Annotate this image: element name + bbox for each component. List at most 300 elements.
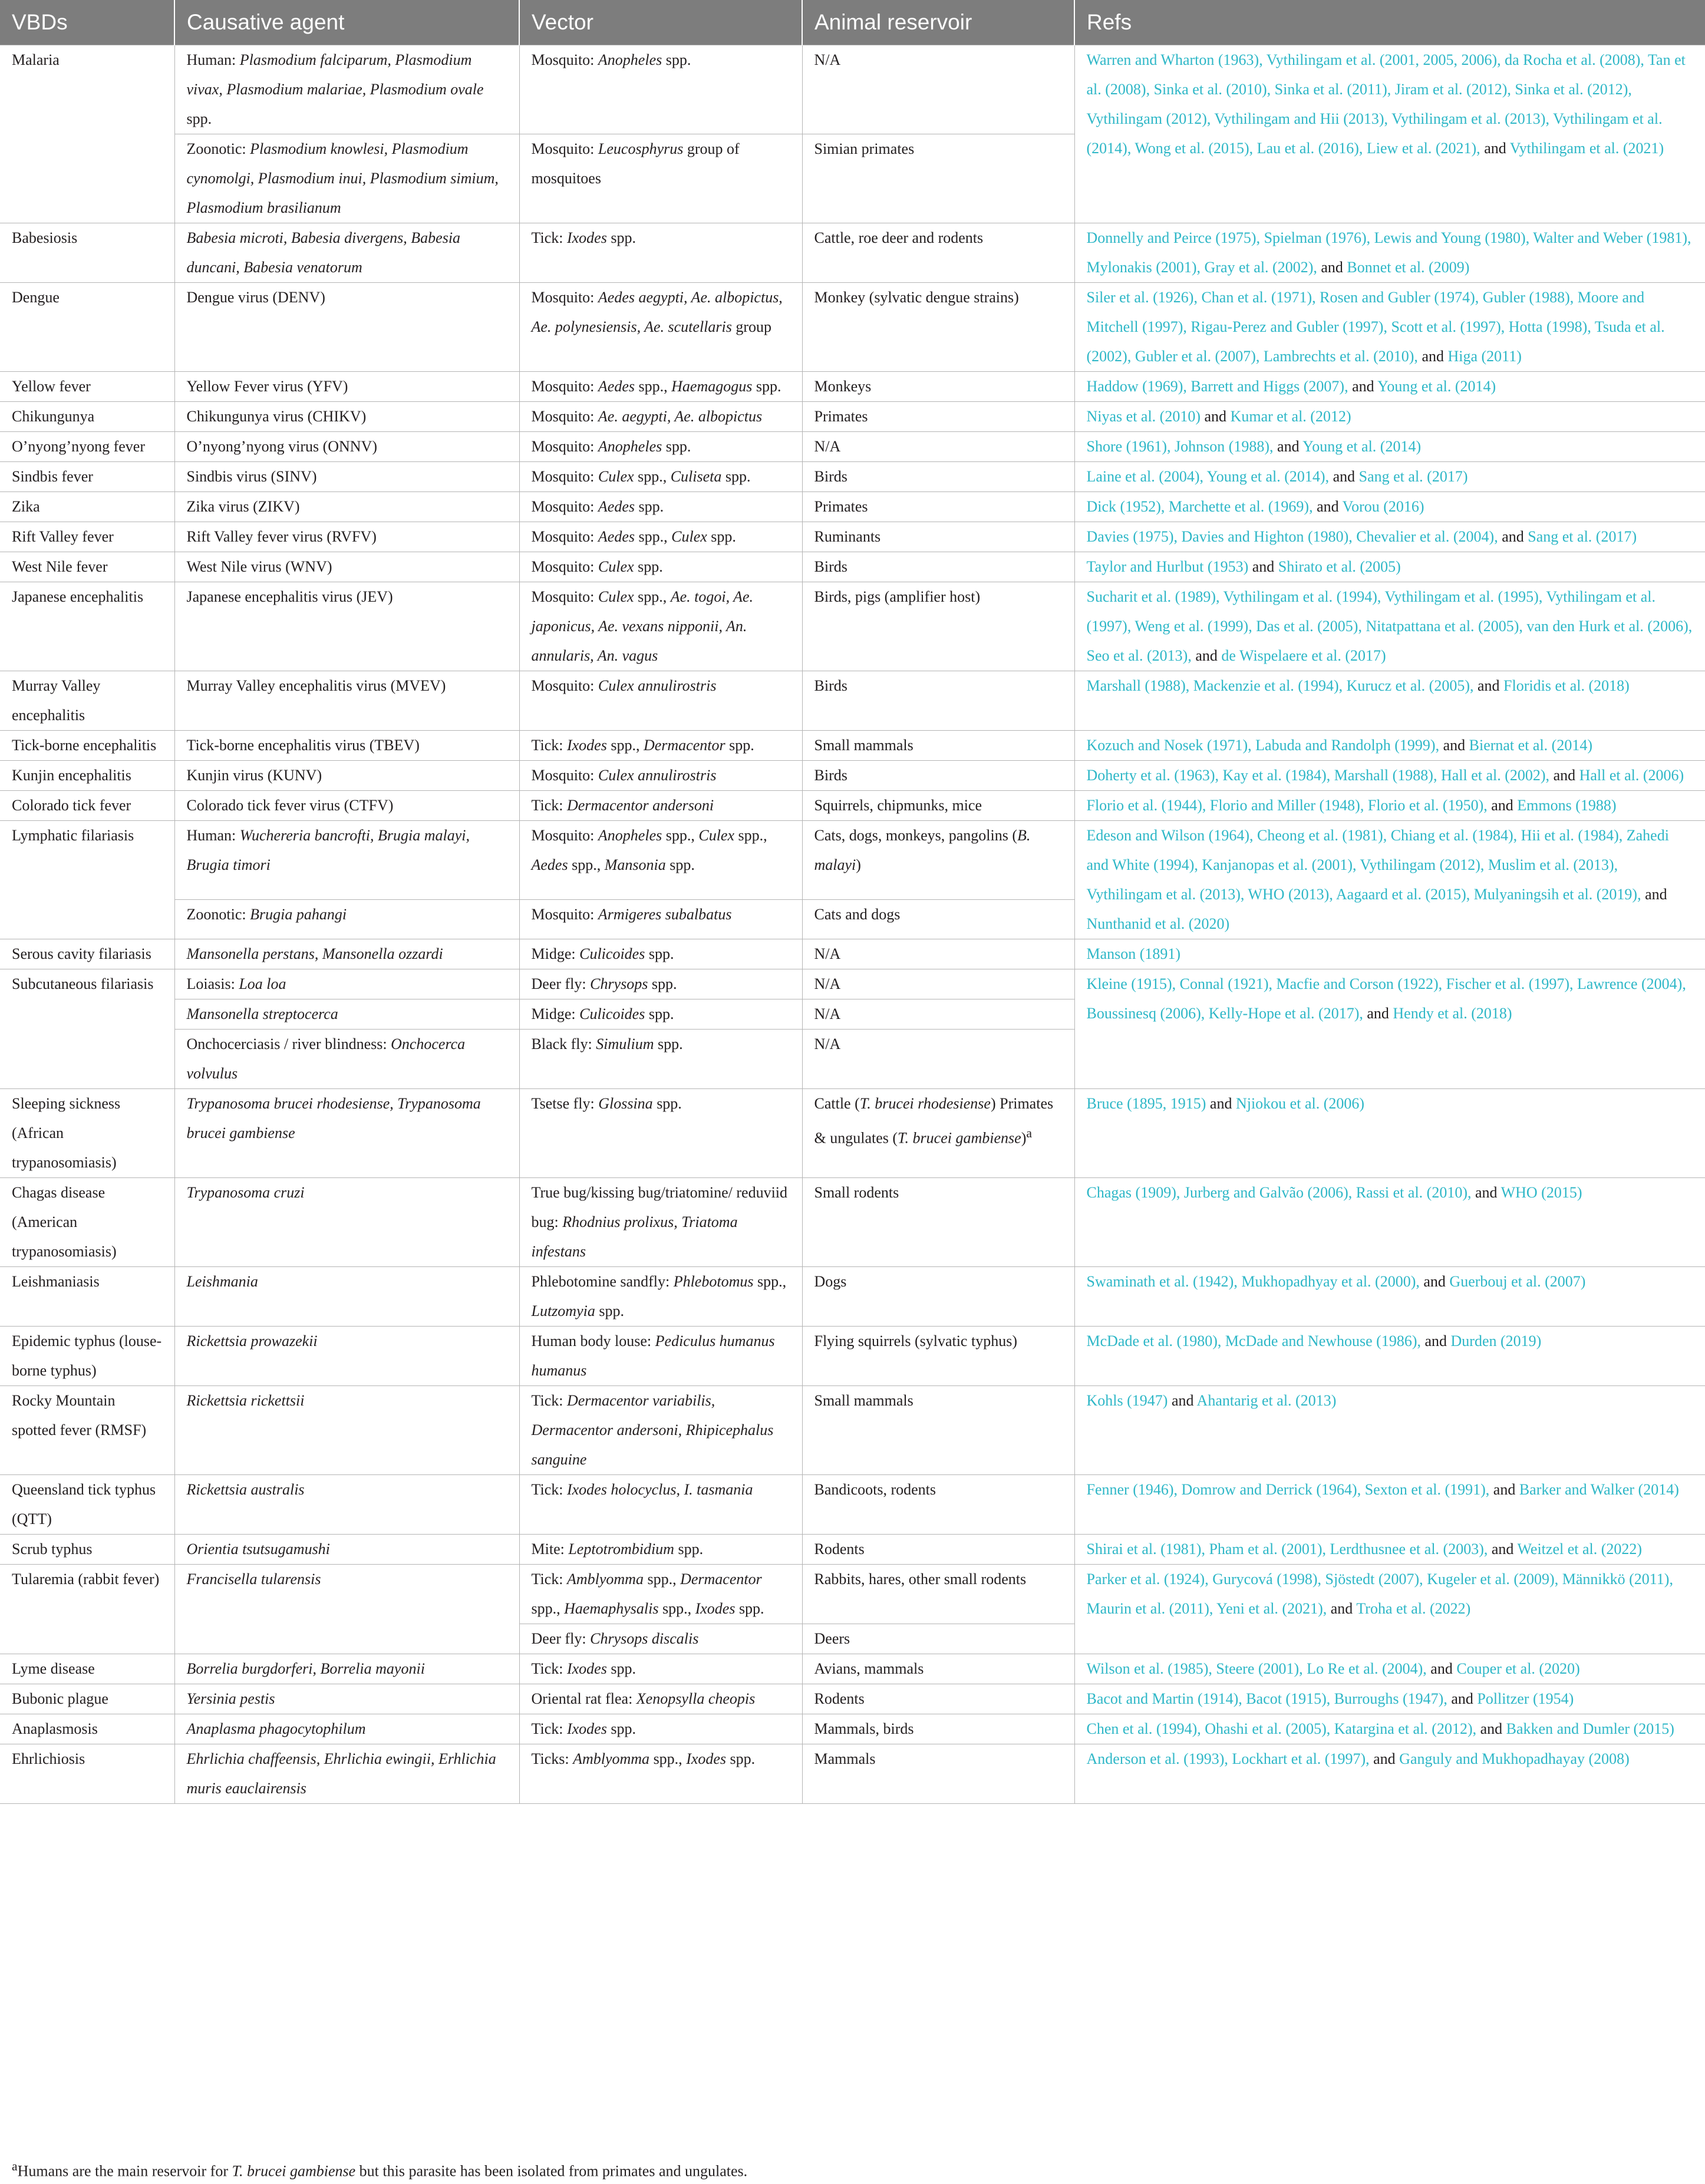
table-row — [0, 1475, 1705, 1535]
ref-citations[interactable]: Marshall (1988), Mackenzie et al. (1994), Kurucz et al. (2005), — [1086, 677, 1474, 694]
table-row — [0, 492, 1705, 522]
vbd-name-cell: Scrub typhus — [0, 1535, 174, 1565]
ref-citation-last[interactable]: Bakken and Dumler (2015) — [1506, 1720, 1674, 1737]
animal-reservoir-cell — [802, 1654, 1074, 1684]
causative-agent-cell — [174, 1475, 519, 1535]
ref-citation-last[interactable]: Sang et al. (2017) — [1528, 528, 1637, 545]
ref-citation-last[interactable]: Nunthanid et al. (2020) — [1086, 915, 1230, 932]
animal-reservoir-cell — [802, 134, 1074, 223]
text-segment: Primates — [814, 498, 868, 515]
ref-citations[interactable]: Chen et al. (1994), Ohashi et al. (2005), Katargina et al. (2012), — [1086, 1720, 1477, 1737]
ref-citations[interactable]: Anderson et al. (1993), Lockhart et al. (1997), — [1086, 1750, 1370, 1767]
text-segment: Mammals, birds — [814, 1720, 914, 1737]
text-segment: Deers — [814, 1630, 850, 1647]
animal-reservoir-cell — [802, 999, 1074, 1030]
vector-cell — [519, 223, 802, 283]
text-segment: Culex annulirostris — [598, 767, 717, 784]
vector-cell — [519, 1744, 802, 1804]
text-segment: Brugia pahangi — [250, 905, 347, 923]
text-segment: Plasmodium knowlesi, Plasmodium cynomolgi, Plasmodium inui, Plasmodium simium, Plasmodium brasilianum — [186, 140, 499, 216]
vector-cell — [519, 791, 802, 821]
causative-agent-cell — [174, 1327, 519, 1386]
ref-citations[interactable]: Manson (1891) — [1086, 945, 1181, 962]
text-segment: Midge: — [531, 945, 580, 962]
footnote-marker: a — [12, 2159, 18, 2173]
text-segment: spp., — [649, 1750, 687, 1767]
ref-citation-last[interactable]: Durden (2019) — [1450, 1332, 1542, 1350]
vbd-name-cell: Queensland tick typhus (QTT) — [0, 1475, 174, 1535]
animal-reservoir-cell — [802, 402, 1074, 432]
animal-reservoir-cell — [802, 1565, 1074, 1624]
causative-agent-cell — [174, 969, 519, 999]
table-row — [0, 1744, 1705, 1804]
ref-citations[interactable]: Kohls (1947) — [1086, 1392, 1168, 1409]
table-row — [0, 969, 1705, 999]
ref-citations[interactable]: Wilson et al. (1985), Steere (2001), Lo Re et al. (2004), — [1086, 1660, 1427, 1677]
table-row — [0, 1327, 1705, 1386]
text-segment: Ixodes — [566, 1720, 607, 1737]
text-segment: Cattle ( — [814, 1095, 860, 1112]
text-segment: Mammals — [814, 1750, 876, 1767]
ref-citations[interactable]: Dick (1952), Marchette et al. (1969), — [1086, 498, 1313, 515]
vector-cell — [519, 999, 802, 1030]
text-segment: Pediculus humanus humanus — [531, 1332, 775, 1379]
table-row — [0, 402, 1705, 432]
vector-cell — [519, 731, 802, 761]
ref-citations[interactable]: Chagas (1909), Jurberg and Galvão (2006), Rassi et al. (2010), — [1086, 1184, 1472, 1201]
text-segment: spp. — [186, 110, 212, 127]
text-segment: Mosquito: — [531, 905, 598, 923]
vbd-name-cell: Chikungunya — [0, 402, 174, 432]
vbd-name-cell: Chagas disease (American trypanosomiasis) — [0, 1178, 174, 1267]
vbd-name-cell: Rift Valley fever — [0, 522, 174, 552]
vbd-name-cell: Tularemia (rabbit fever) — [0, 1565, 174, 1654]
ref-citation-last[interactable]: Bonnet et al. (2009) — [1347, 259, 1470, 276]
table-row — [0, 761, 1705, 791]
vector-cell — [519, 134, 802, 223]
ref-conjunction: and — [1327, 1600, 1357, 1617]
vector-cell — [519, 1684, 802, 1714]
text-segment: Aedes — [531, 856, 568, 873]
refs-cell — [1074, 492, 1705, 522]
ref-citation-last[interactable]: Biernat et al. (2014) — [1469, 737, 1592, 754]
vector-cell — [519, 899, 802, 939]
text-segment: Oriental rat flea: — [531, 1690, 637, 1707]
text-segment: Dogs — [814, 1273, 847, 1290]
text-segment: Culiseta — [670, 468, 722, 485]
ref-citations[interactable]: Swaminath et al. (1942), Mukhopadhyay et al. (2000), — [1086, 1273, 1420, 1290]
text-segment: Tick: — [531, 797, 567, 814]
text-segment: Leishmania — [186, 1273, 258, 1290]
text-segment: spp., — [734, 827, 767, 844]
text-segment: spp., — [658, 1600, 695, 1617]
ref-conjunction: and — [1488, 1540, 1518, 1558]
causative-agent-cell — [174, 582, 519, 671]
ref-conjunction: and — [1363, 1005, 1393, 1022]
refs-cell — [1074, 761, 1705, 791]
text-segment: O’nyong’nyong virus (ONNV) — [186, 438, 378, 455]
text-segment: Culex — [598, 588, 634, 605]
animal-reservoir-cell — [802, 791, 1074, 821]
animal-reservoir-cell — [802, 432, 1074, 462]
text-segment: Humans are the main reservoir for — [17, 2162, 232, 2180]
vbd-name-cell: Lyme disease — [0, 1654, 174, 1684]
ref-citation-last[interactable]: Troha et al. (2022) — [1356, 1600, 1471, 1617]
vbd-name-cell: Lymphatic filariasis — [0, 821, 174, 939]
text-segment: Trypanosoma cruzi — [186, 1184, 305, 1201]
vbd-name-cell: Serous cavity filariasis — [0, 939, 174, 969]
ref-citations[interactable]: Taylor and Hurlbut (1953) — [1086, 558, 1249, 575]
text-segment: Tick: — [531, 737, 567, 754]
causative-agent-cell — [174, 1565, 519, 1654]
ref-citation-last[interactable]: Ganguly and Mukhopadhayay (2008) — [1399, 1750, 1630, 1767]
ref-citation-last[interactable]: Njiokou et al. (2006) — [1235, 1095, 1365, 1112]
refs-cell — [1074, 432, 1705, 462]
table-body — [0, 45, 1705, 1804]
causative-agent-cell — [174, 1030, 519, 1089]
vector-cell — [519, 283, 802, 372]
text-segment: Dermacentor — [680, 1571, 762, 1588]
vbd-name-cell: Malaria — [0, 45, 174, 223]
text-segment: Borrelia burgdorferi, Borrelia mayonii — [186, 1660, 425, 1677]
text-segment: Culicoides — [579, 945, 645, 962]
ref-citation-last[interactable]: Vythilingam et al. (2021) — [1509, 140, 1664, 157]
causative-agent-cell — [174, 1267, 519, 1327]
ref-citation-last[interactable]: Pollitzer (1954) — [1477, 1690, 1574, 1707]
ref-conjunction: and — [1201, 408, 1231, 425]
text-segment: spp., — [635, 528, 672, 545]
vector-cell — [519, 969, 802, 999]
text-segment: spp. — [665, 856, 695, 873]
ref-citations[interactable]: Kozuch and Nosek (1971), Labuda and Randolph (1999), — [1086, 737, 1440, 754]
animal-reservoir-cell — [802, 969, 1074, 999]
ref-citation-last[interactable]: Emmons (1988) — [1517, 797, 1617, 814]
text-segment: Primates — [814, 408, 868, 425]
causative-agent-cell — [174, 791, 519, 821]
text-segment: N/A — [814, 975, 841, 992]
text-segment: Haemagogus — [671, 378, 753, 395]
refs-cell — [1074, 1535, 1705, 1565]
ref-citations[interactable]: McDade et al. (1980), McDade and Newhouse (1986), — [1086, 1332, 1421, 1350]
text-segment: spp. — [726, 1750, 756, 1767]
text-segment: group — [731, 318, 772, 335]
ref-citation-last[interactable]: Kumar et al. (2012) — [1230, 408, 1351, 425]
table-row — [0, 1267, 1705, 1327]
table-row — [0, 939, 1705, 969]
text-segment: Squirrels, chipmunks, mice — [814, 797, 982, 814]
text-segment: spp. — [652, 1095, 682, 1112]
ref-citations[interactable]: Fenner (1946), Domrow and Derrick (1964), Sexton et al. (1991), — [1086, 1481, 1490, 1498]
ref-citations[interactable]: Warren and Wharton (1963), Vythilingam et al. (2001, 2005, 2006), da Rocha et al. (2008), Tan et al. (2008), Sinka et al. (2010), Sinka et al. (2011), Jiram et al. (2012), Sinka et al. (2012), Vythilingam (2012), Vythilingam and Hii (2013), Vythilingam et al. (2013), Vythilingam et al. (2014), Wong et al. (2015), Lau et al. (2016), Liew et al. (2021), — [1086, 51, 1686, 157]
text-segment: Sindbis virus (SINV) — [186, 468, 317, 485]
text-segment: Ehrlichia chaffeensis, Ehrlichia ewingii, Erhlichia muris eauclairensis — [186, 1750, 496, 1797]
text-segment: Plasmodium falciparum, Plasmodium vivax, Plasmodium malariae, Plasmodium ovale — [186, 51, 484, 98]
vector-cell — [519, 1565, 802, 1624]
text-segment: Onchocerca volvulus — [186, 1035, 466, 1082]
text-segment: Mosquito: — [531, 677, 598, 694]
ref-citation-last[interactable]: Hall et al. (2006) — [1579, 767, 1684, 784]
text-segment: West Nile virus (WNV) — [186, 558, 332, 575]
ref-citations[interactable]: Donnelly and Peirce (1975), Spielman (1976), Lewis and Young (1980), Walter and Weber (1981), Mylonakis (2001), Gray et al. (2002), — [1086, 229, 1691, 276]
ref-citations[interactable]: Siler et al. (1926), Chan et al. (1971), Rosen and Gubler (1974), Gubler (1988), Moore and Mitchell (1997), Rigau-Perez and Gubler (1997), Scott et al. (1997), Hotta (1998), Tsuda et al. (2002), Gubler et al. (2007), Lambrechts et al. (2010), — [1086, 289, 1665, 365]
ref-citations[interactable]: Florio et al. (1944), Florio and Miller (1948), Florio et al. (1950), — [1086, 797, 1488, 814]
ref-conjunction: and — [1447, 1690, 1478, 1707]
text-segment: Ruminants — [814, 528, 881, 545]
animal-reservoir-cell — [802, 283, 1074, 372]
text-segment: ) — [1021, 1129, 1027, 1147]
ref-citation-last[interactable]: Shirato et al. (2005) — [1278, 558, 1401, 575]
text-segment: but this parasite has been isolated from primates and ungulates. — [355, 2162, 748, 2180]
text-segment: Loa loa — [239, 975, 286, 992]
text-segment: Mosquito: — [531, 289, 598, 306]
table-row — [0, 552, 1705, 582]
ref-citation-last[interactable]: WHO (2015) — [1500, 1184, 1582, 1201]
text-segment: spp. — [645, 1005, 674, 1022]
animal-reservoir-cell — [802, 1327, 1074, 1386]
causative-agent-cell — [174, 999, 519, 1030]
text-segment: spp., — [634, 588, 671, 605]
text-segment: T. brucei rhodesiense — [859, 1095, 991, 1112]
ref-conjunction: and — [1439, 737, 1469, 754]
ref-citation-last[interactable]: Barker and Walker (2014) — [1519, 1481, 1679, 1498]
vbd-name-cell: Kunjin encephalitis — [0, 761, 174, 791]
text-segment: Tick: — [531, 1720, 567, 1737]
text-segment: Ixodes — [566, 1660, 607, 1677]
vbd-name-cell: Subcutaneous filariasis — [0, 969, 174, 1089]
table-row — [0, 1565, 1705, 1624]
vector-cell — [519, 939, 802, 969]
causative-agent-cell — [174, 1654, 519, 1684]
ref-conjunction: and — [1471, 1184, 1501, 1201]
ref-citations[interactable]: Bacot and Martin (1914), Bacot (1915), Burroughs (1947), — [1086, 1690, 1447, 1707]
ref-citation-last[interactable]: Guerbouj et al. (2007) — [1449, 1273, 1586, 1290]
text-segment: Deer fly: — [531, 975, 591, 992]
causative-agent-cell — [174, 492, 519, 522]
text-segment: Dengue virus (DENV) — [186, 289, 325, 306]
ref-citations[interactable]: Bruce (1895, 1915) — [1086, 1095, 1206, 1112]
text-segment: Mosquito: — [531, 468, 598, 485]
causative-agent-cell — [174, 45, 519, 134]
text-segment: Mosquito: — [531, 827, 598, 844]
text-segment: spp., — [606, 737, 644, 754]
animal-reservoir-cell — [802, 1267, 1074, 1327]
refs-cell — [1074, 969, 1705, 1089]
causative-agent-cell — [174, 1386, 519, 1475]
text-segment: Anopheles — [598, 827, 662, 844]
refs-cell — [1074, 45, 1705, 223]
vbd-name-cell: Yellow fever — [0, 372, 174, 402]
ref-conjunction: and — [1480, 140, 1510, 157]
vector-cell — [519, 1654, 802, 1684]
text-segment: Anopheles — [598, 438, 662, 455]
text-segment: Human: — [186, 51, 240, 68]
text-segment: Small mammals — [814, 1392, 913, 1409]
header-refs: Refs — [1074, 0, 1705, 45]
text-segment: Monkey (sylvatic dengue strains) — [814, 289, 1019, 306]
text-segment: Glossina — [598, 1095, 653, 1112]
text-segment: Rickettsia rickettsii — [186, 1392, 305, 1409]
text-segment: Leucosphyrus — [598, 140, 684, 157]
ref-citations[interactable]: Sucharit et al. (1989), Vythilingam et al. (1994), Vythilingam et al. (1995), Vythilingam et al. (1997), Weng et al. (1999), Das et al. (2005), Nitatpattana et al. (2005), van den Hurk et al. (2006), Seo et al. (2013), — [1086, 588, 1693, 664]
text-segment: True bug/kissing bug/triatomine/ reduviid bug: — [531, 1184, 788, 1230]
text-segment: spp. — [595, 1302, 624, 1319]
text-segment: Rhodnius prolixus, Triatoma infestans — [531, 1213, 738, 1260]
text-segment: N/A — [814, 438, 841, 455]
animal-reservoir-cell — [802, 761, 1074, 791]
text-segment: Mansonella perstans, Mansonella ozzardi — [186, 945, 443, 962]
text-segment: Ixodes — [695, 1600, 736, 1617]
refs-cell — [1074, 1089, 1705, 1178]
text-segment: Ticks: — [531, 1750, 573, 1767]
causative-agent-cell — [174, 223, 519, 283]
text-segment: spp. — [725, 737, 754, 754]
ref-citation-last[interactable]: Higa (2011) — [1447, 348, 1522, 365]
text-segment: Aedes aegypti, Ae. albopictus, Ae. polynesiensis, Ae. scutellaris — [531, 289, 783, 335]
text-segment: Mosquito: — [531, 588, 598, 605]
vector-cell — [519, 432, 802, 462]
text-segment: Monkeys — [814, 378, 872, 395]
ref-citation-last[interactable]: Young et al. (2014) — [1302, 438, 1422, 455]
vector-cell — [519, 1475, 802, 1535]
text-segment: N/A — [814, 945, 841, 962]
text-segment: Simian primates — [814, 140, 915, 157]
ref-citation-last[interactable]: Ahantarig et al. (2013) — [1196, 1392, 1337, 1409]
ref-conjunction: and — [1498, 528, 1528, 545]
vbd-name-cell: Zika — [0, 492, 174, 522]
vbd-name-cell: O’nyong’nyong fever — [0, 432, 174, 462]
ref-citations[interactable]: Shirai et al. (1981), Pham et al. (2001), Lerdthusnee et al. (2003), — [1086, 1540, 1488, 1558]
text-segment: Birds — [814, 558, 847, 575]
ref-citation-last[interactable]: Hendy et al. (2018) — [1393, 1005, 1512, 1022]
text-segment: Mansonia — [604, 856, 666, 873]
vector-cell — [519, 1327, 802, 1386]
vector-cell — [519, 492, 802, 522]
text-segment: Small rodents — [814, 1184, 899, 1201]
vector-cell — [519, 1386, 802, 1475]
ref-citations[interactable]: Shore (1961), Johnson (1988), — [1086, 438, 1274, 455]
text-segment: Ixodes holocyclus, I. tasmania — [566, 1481, 753, 1498]
animal-reservoir-cell — [802, 731, 1074, 761]
ref-citation-last[interactable]: Weitzel et al. (2022) — [1517, 1540, 1643, 1558]
text-segment: Deer fly: — [531, 1630, 591, 1647]
refs-cell — [1074, 522, 1705, 552]
ref-citations[interactable]: Niyas et al. (2010) — [1086, 408, 1201, 425]
ref-citation-last[interactable]: de Wispelaere et al. (2017) — [1221, 647, 1386, 664]
vbd-name-cell: Tick-borne encephalitis — [0, 731, 174, 761]
animal-reservoir-cell — [802, 1535, 1074, 1565]
text-segment: Mite: — [531, 1540, 569, 1558]
text-segment: Dermacentor andersoni — [566, 797, 714, 814]
ref-conjunction: and — [1168, 1392, 1197, 1409]
text-segment: Human body louse: — [531, 1332, 655, 1350]
vector-cell — [519, 402, 802, 432]
ref-citation-last[interactable]: Young et al. (2014) — [1377, 378, 1496, 395]
vector-cell — [519, 372, 802, 402]
ref-conjunction: and — [1641, 886, 1667, 903]
ref-citations[interactable]: Laine et al. (2004), Young et al. (2014), — [1086, 468, 1330, 485]
text-segment: spp. — [635, 498, 664, 515]
refs-cell — [1074, 939, 1705, 969]
text-segment: Xenopsylla cheopis — [636, 1690, 756, 1707]
ref-citations[interactable]: Haddow (1969), Barrett and Higgs (2007), — [1086, 378, 1348, 395]
causative-agent-cell — [174, 522, 519, 552]
header-causative-agent: Causative agent — [174, 0, 519, 45]
ref-citation-last[interactable]: Couper et al. (2020) — [1456, 1660, 1580, 1677]
text-segment: spp. — [606, 229, 636, 246]
table-row — [0, 283, 1705, 372]
refs-cell — [1074, 402, 1705, 432]
ref-conjunction: and — [1329, 468, 1359, 485]
text-segment: Ae. aegypti, Ae. albopictus — [598, 408, 763, 425]
text-segment: N/A — [814, 1035, 841, 1053]
animal-reservoir-cell — [802, 223, 1074, 283]
text-segment: Dermacentor variabilis, Dermacentor andersoni, Rhipicephalus sanguine — [531, 1392, 774, 1468]
vector-cell — [519, 582, 802, 671]
text-segment: Kunjin virus (KUNV) — [186, 767, 322, 784]
vector-cell — [519, 761, 802, 791]
table-row — [0, 1089, 1705, 1178]
vector-cell — [519, 1089, 802, 1178]
ref-citation-last[interactable]: Vorou (2016) — [1342, 498, 1424, 515]
vector-cell — [519, 45, 802, 134]
footnote-marker: a — [1026, 1126, 1032, 1140]
ref-citations[interactable]: Edeson and Wilson (1964), Cheong et al. (1981), Chiang et al. (1984), Hii et al. (1984), Zahedi and White (1994), Kanjanopas et al. (2001), Vythilingam (2012), Muslim et al. (2013), Vythilingam et al. (2013), WHO (2013), Aagaard et al. (2015), Mulyaningsih et al. (2019), — [1086, 827, 1669, 903]
text-segment: Zoonotic: — [186, 140, 250, 157]
refs-cell — [1074, 1178, 1705, 1267]
vbd-name-cell: Epidemic typhus (louse-borne typhus) — [0, 1327, 174, 1386]
causative-agent-cell — [174, 821, 519, 900]
text-segment: Armigeres subalbatus — [598, 905, 732, 923]
vbd-name-cell: Sleeping sickness (African trypanosomiasis) — [0, 1089, 174, 1178]
refs-cell — [1074, 1565, 1705, 1654]
text-segment: Yellow Fever virus (YFV) — [186, 378, 348, 395]
vbd-name-cell: Dengue — [0, 283, 174, 372]
ref-citations[interactable]: Doherty et al. (1963), Kay et al. (1984), Marshall (1988), Hall et al. (2002), — [1086, 767, 1550, 784]
ref-citations[interactable]: Kleine (1915), Connal (1921), Macfie and Corson (1922), Fischer et al. (1997), Lawrence (2004), Boussinesq (2006), Kelly-Hope et al. (2017), — [1086, 975, 1686, 1022]
table-row — [0, 731, 1705, 761]
animal-reservoir-cell — [802, 45, 1074, 134]
refs-cell — [1074, 1267, 1705, 1327]
animal-reservoir-cell — [802, 1030, 1074, 1089]
vbd-name-cell: Anaplasmosis — [0, 1714, 174, 1744]
vbd-name-cell: Bubonic plague — [0, 1684, 174, 1714]
text-segment: Culex — [598, 558, 634, 575]
text-segment: Aedes — [598, 498, 635, 515]
header-vbds: VBDs — [0, 0, 174, 45]
text-segment: N/A — [814, 1005, 841, 1022]
vbd-name-cell: Sindbis fever — [0, 462, 174, 492]
text-segment: spp. — [707, 528, 736, 545]
text-segment: Mosquito: — [531, 438, 598, 455]
text-segment: Mosquito: — [531, 528, 598, 545]
text-segment: spp. — [606, 1720, 636, 1737]
vector-cell — [519, 462, 802, 492]
text-segment: Mosquito: — [531, 378, 598, 395]
ref-citation-last[interactable]: Sang et al. (2017) — [1358, 468, 1468, 485]
ref-citation-last[interactable]: Floridis et al. (2018) — [1503, 677, 1630, 694]
vbd-name-cell: Ehrlichiosis — [0, 1744, 174, 1804]
animal-reservoir-cell — [802, 1386, 1074, 1475]
text-segment: Mosquito: — [531, 558, 598, 575]
table-row — [0, 462, 1705, 492]
ref-conjunction: and — [1273, 438, 1303, 455]
animal-reservoir-cell — [802, 462, 1074, 492]
ref-citations[interactable]: Davies (1975), Davies and Highton (1980), Chevalier et al. (2004), — [1086, 528, 1498, 545]
animal-reservoir-cell — [802, 1089, 1074, 1178]
ref-citations[interactable]: Parker et al. (1924), Gurycová (1998), Sjöstedt (2007), Kugeler et al. (2009), Männikkö (2011), Maurin et al. (2011), Yeni et al. (2021), — [1086, 1571, 1673, 1617]
text-segment: T. brucei gambiense — [898, 1129, 1021, 1147]
text-segment: Chrysops discalis — [590, 1630, 699, 1647]
